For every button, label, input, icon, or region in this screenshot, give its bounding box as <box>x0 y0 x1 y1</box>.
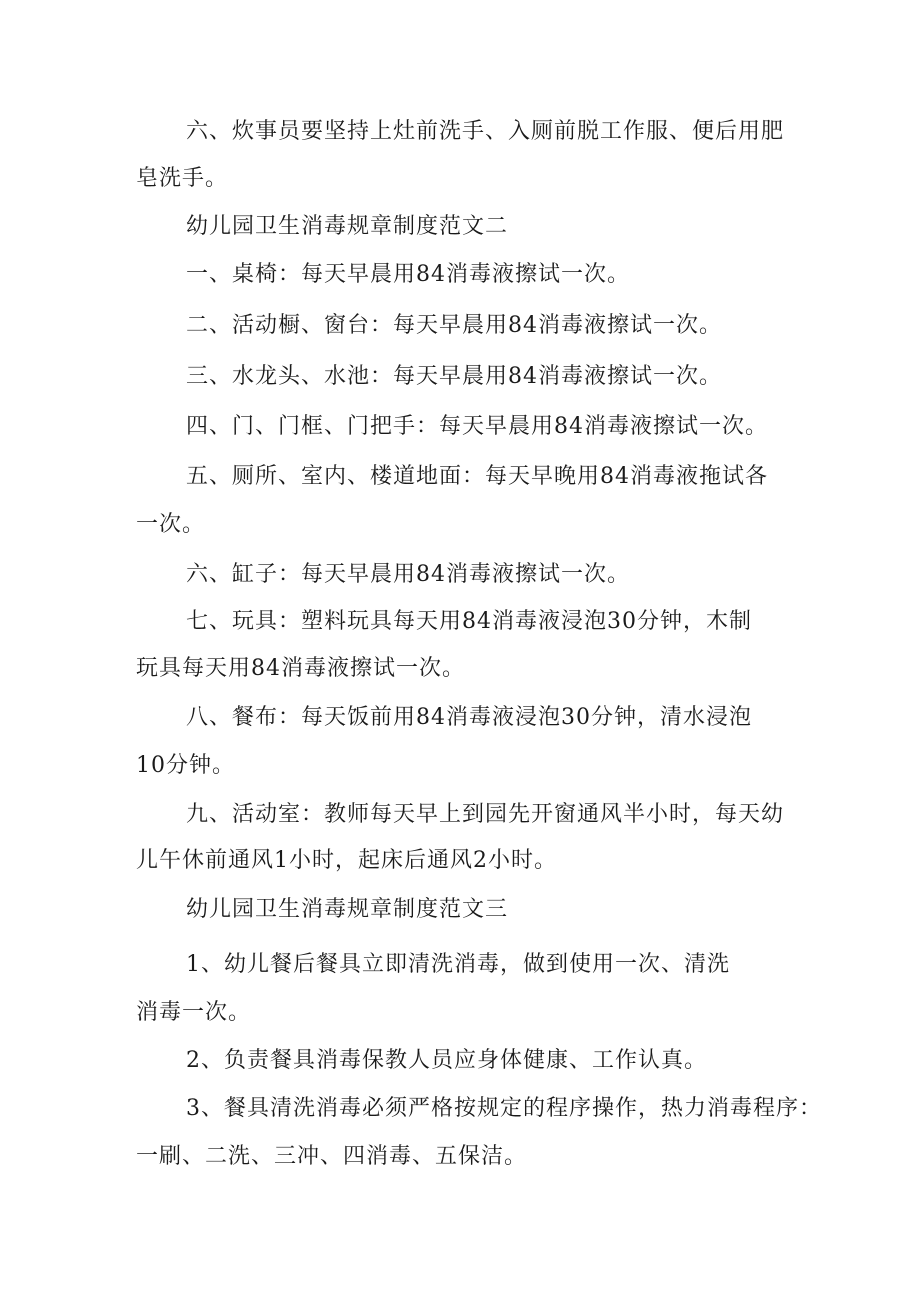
section-heading: 幼儿园卫生消毒规章制度范文三 <box>186 897 509 922</box>
list-item-continuation: 10分钟。 <box>136 753 235 778</box>
list-item-continuation: 玩具每天用84消毒液擦试一次。 <box>136 656 465 681</box>
list-item: 二、活动橱、窗台：每天早晨用84消毒液擦试一次。 <box>186 313 722 338</box>
list-item: 1、幼儿餐后餐具立即清洗消毒，做到使用一次、清洗 <box>186 952 730 977</box>
list-item: 七、玩具：塑料玩具每天用84消毒液浸泡30分钟，木制 <box>186 609 752 634</box>
section-heading: 幼儿园卫生消毒规章制度范文二 <box>186 214 509 239</box>
list-item: 六、缸子：每天早晨用84消毒液擦试一次。 <box>186 562 630 587</box>
list-item-continuation: 消毒一次。 <box>136 1000 252 1025</box>
list-item-continuation: 儿午休前通风1小时，起床后通风2小时。 <box>136 848 557 873</box>
list-item: 3、餐具清洗消毒必须严格按规定的程序操作，热力消毒程序： <box>186 1096 822 1121</box>
list-item: 一、桌椅：每天早晨用84消毒液擦试一次。 <box>186 262 630 287</box>
list-item: 八、餐布：每天饭前用84消毒液浸泡30分钟，清水浸泡 <box>186 705 752 730</box>
list-item: 2、负责餐具消毒保教人员应身体健康、工作认真。 <box>186 1048 707 1073</box>
list-item: 五、厕所、室内、楼道地面：每天早晚用84消毒液拖试各 <box>186 464 768 489</box>
paragraph-line: 六、炊事员要坚持上灶前洗手、入厕前脱工作服、便后用肥 <box>186 119 785 144</box>
list-item: 四、门、门框、门把手：每天早晨用84消毒液擦试一次。 <box>186 414 768 439</box>
list-item-continuation: 一刷、二洗、三冲、四消毒、五保洁。 <box>136 1144 528 1169</box>
list-item: 九、活动室：教师每天早上到园先开窗通风半小时，每天幼 <box>186 802 785 827</box>
list-item-continuation: 一次。 <box>136 512 206 537</box>
paragraph-line: 皂洗手。 <box>136 166 229 191</box>
list-item: 三、水龙头、水池：每天早晨用84消毒液擦试一次。 <box>186 364 722 389</box>
